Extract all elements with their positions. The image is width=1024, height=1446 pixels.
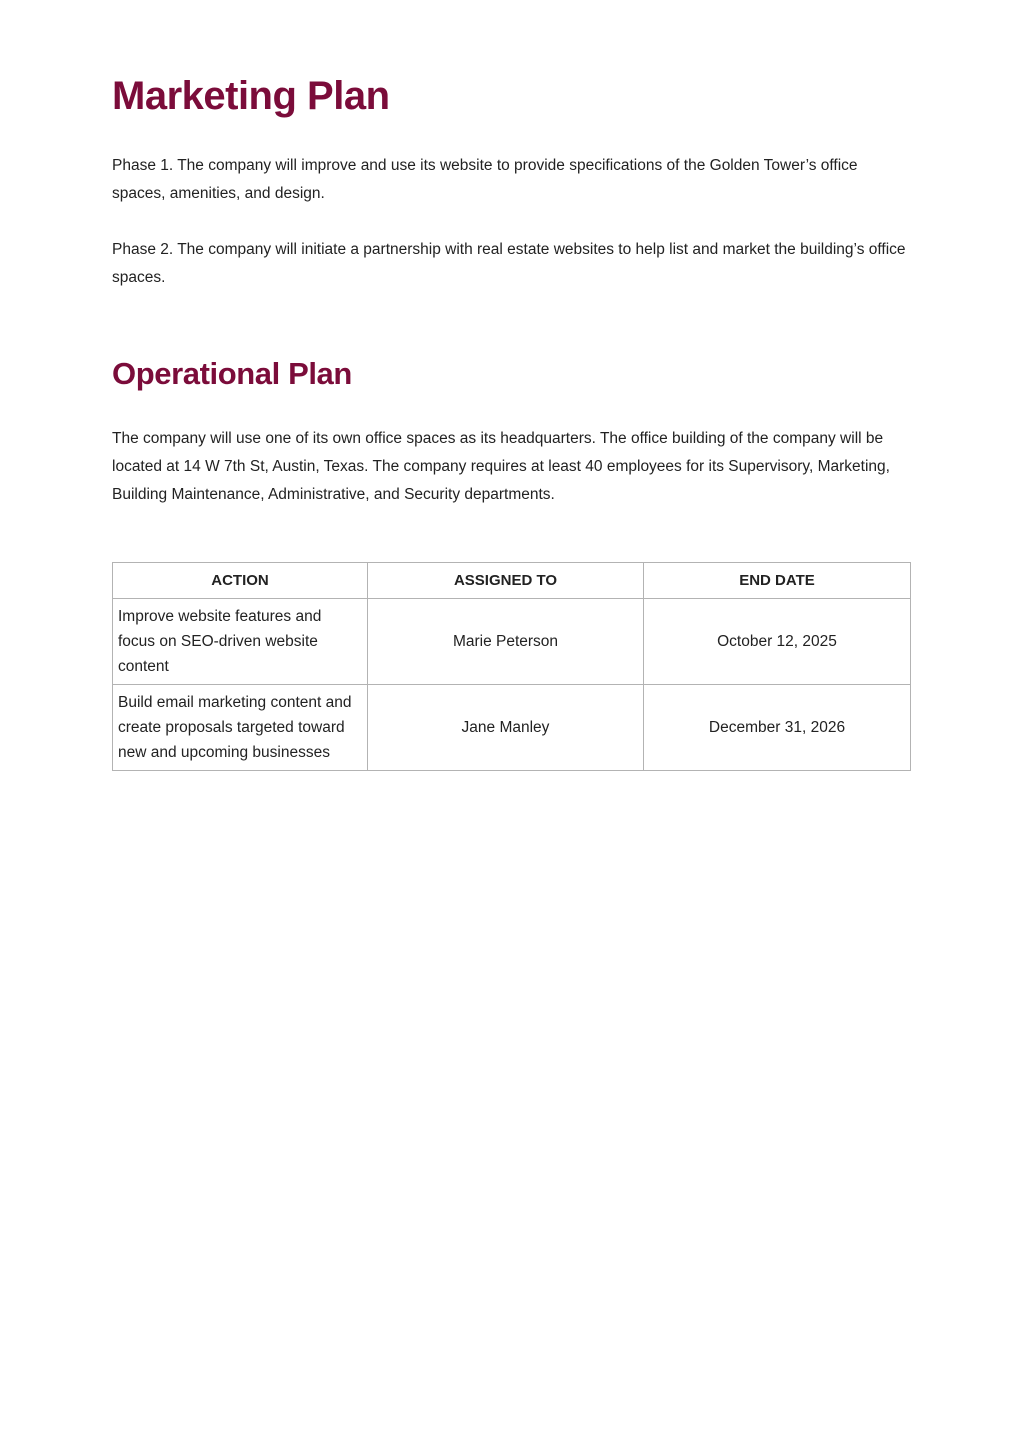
table-header-row <box>113 563 911 599</box>
action-plan-table <box>112 562 911 771</box>
end-date-cell: October 12, 2025 <box>644 599 911 685</box>
table-row <box>113 685 911 771</box>
table-row <box>113 599 911 685</box>
operational-plan-title: Operational Plan <box>112 356 352 391</box>
column-header-assigned-to: ASSIGNED TO <box>368 563 644 599</box>
marketing-phase-2-paragraph: Phase 2. The company will initiate a partnership with real estate websites to help list and market the building’s office spaces. <box>112 241 906 286</box>
assigned-to-cell: Jane Manley <box>368 685 644 771</box>
column-header-action: ACTION <box>113 563 368 599</box>
marketing-plan-title: Marketing Plan <box>112 74 390 118</box>
action-cell: Improve website features and focus on SEO-driven website content <box>113 599 368 685</box>
assigned-to-cell: Marie Peterson <box>368 599 644 685</box>
marketing-phase-1-paragraph: Phase 1. The company will improve and use its website to provide specifications of the Golden Tower’s office spaces, amenities, and design. <box>112 157 858 202</box>
end-date-cell: December 31, 2026 <box>644 685 911 771</box>
action-cell: Build email marketing content and create proposals targeted toward new and upcoming businesses <box>113 685 368 771</box>
operational-plan-paragraph: The company will use one of its own office spaces as its headquarters. The office building of the company will be located at 14 W 7th St, Austin, Texas. The company requires at least 40 employees for its Supervisory, Marketing, Building Maintenance, Administrative, and Security departments. <box>112 430 890 503</box>
column-header-end-date: END DATE <box>644 563 911 599</box>
